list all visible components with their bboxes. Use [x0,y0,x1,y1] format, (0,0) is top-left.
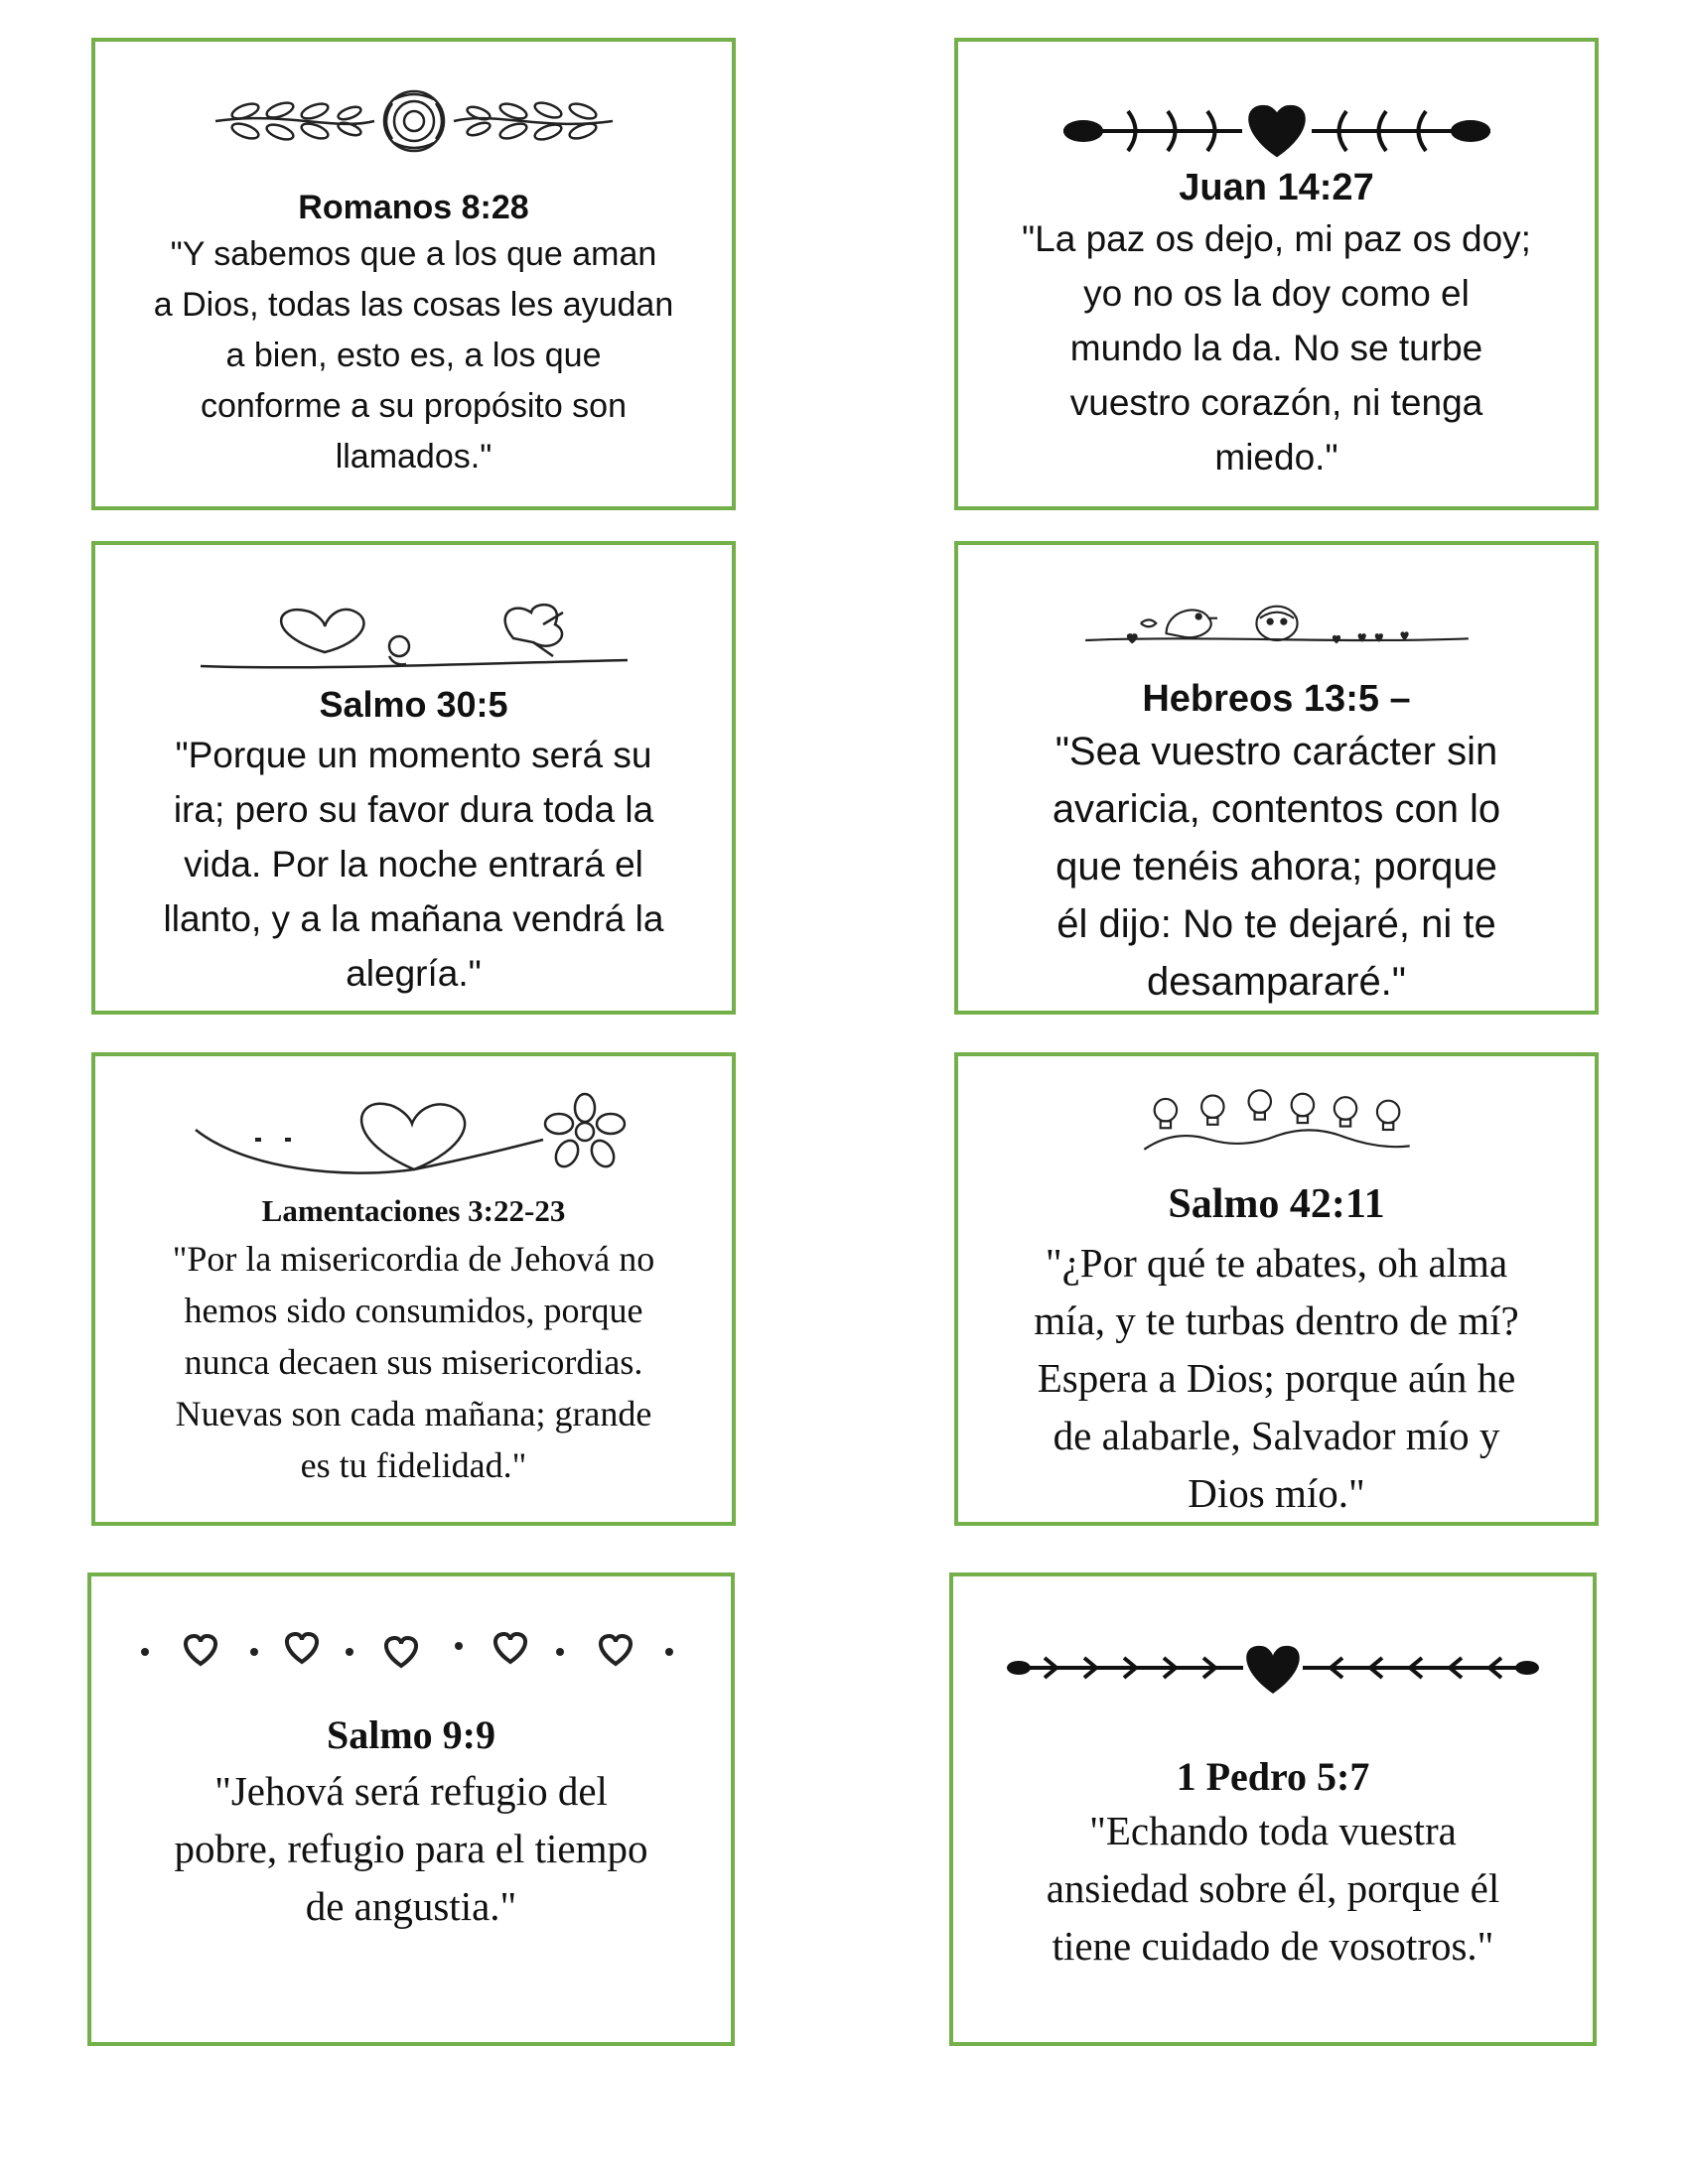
verse-card-romanos [91,38,736,510]
verse-card-lamentaciones [91,1052,736,1526]
heart-flower-icon [186,1090,642,1189]
heart-branches-icon [1058,99,1495,163]
verse-card-salmo-42 [954,1052,1599,1526]
verse-card-salmo-9 [87,1572,735,2046]
verse-card-juan [954,38,1599,510]
verse-reference: Lamentaciones 3:22-23 [261,1193,566,1228]
verse-text: "Y sabemos que a los que aman a Dios, todas las cosas les ayudan a bien, esto es, a los que conforme a su propósito son llamados." [153,235,674,476]
verse-text: "Porque un momento será su ira; pero su favor dura toda la vida. Por la noche entrará el llanto, y a la mañana vendrá la alegría." [163,735,664,994]
heart-butterfly-icon [196,595,633,674]
verse-card-pedro [949,1572,1597,2046]
birds-on-wire-icon [1049,593,1505,652]
verse-reference: Salmo 42:11 [1168,1181,1385,1227]
lightbulb-garland-icon [1118,1086,1436,1155]
verse-card-hebreos [954,541,1599,1015]
verse-text: "Por la misericordia de Jehová no hemos sido consumidos, porque nunca decaen sus misericordias. Nuevas son cada mañana; grande es tu fidelidad." [172,1239,655,1485]
verse-text: "Jehová será refugio del pobre, refugio para el tiempo de angustia." [174,1768,648,1929]
verse-text: "Sea vuestro carácter sin avaricia, contentos con lo que tenéis ahora; porque él dijo: No te dejaré, ni te desampararé." [1052,730,1501,1004]
verse-reference: Juan 14:27 [1179,167,1374,208]
verse-reference: 1 Pedro 5:7 [1176,1754,1370,1799]
floral-vine-icon [206,81,623,161]
verse-text: "¿Por qué te abates, oh alma mía, y te turbas dentro de mí? Espera a Dios; porque aún he de alabarle, Salvador mío y Dios mío." [1034,1240,1519,1516]
heart-arrows-icon [1005,1638,1541,1698]
verse-text: "Echando toda vuestra ansiedad sobre él, porque él tiene cuidado de vosotros." [1046,1808,1500,1969]
verse-text: "La paz os dejo, mi paz os doy; yo no os la doy como el mundo la da. No se turbe vuestro corazón, ni tenga miedo." [1022,218,1531,478]
verse-reference: Romanos 8:28 [298,189,529,226]
verse-reference: Salmo 30:5 [319,684,508,725]
verse-reference: Hebreos 13:5 – [1142,678,1411,720]
verse-card-salmo-30 [91,541,736,1015]
dotted-hearts-icon [133,1626,689,1676]
verse-reference: Salmo 9:9 [327,1712,495,1757]
